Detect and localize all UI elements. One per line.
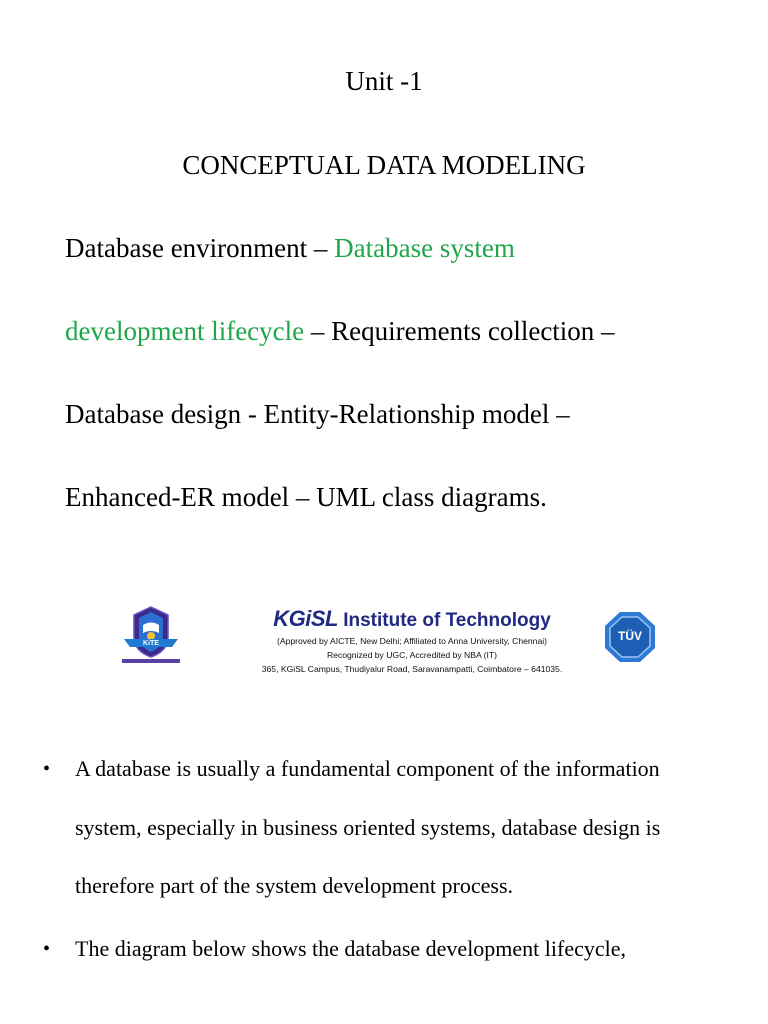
list-item [0,920,715,979]
institute-banner [108,598,664,674]
tuv-logo-text: TÜV [618,629,642,643]
syllabus-line-1 [65,233,515,264]
recognition-text: Recognized by UGC, Accredited by NBA (IT) [326,650,498,660]
bullet-list [0,740,768,982]
unit-title: Unit -1 [345,66,423,96]
kite-logo-icon [110,603,192,667]
bullet-text: A database is usually a fundamental component of the information system, especially in business oriented systems, database design is therefore part of the system development process. [75,756,661,898]
institute-info [256,606,568,676]
syllabus-line-3: Database design - Entity-Relationship model – [65,399,570,429]
approval-text: (Approved by AICTE, New Delhi; Affiliated to Anna University, Chennai) [276,636,548,646]
bullet-icon: • [43,937,51,960]
list-item [0,740,715,916]
syllabus-highlight: development lifecycle [65,316,305,346]
kgisl-wordmark: KGiSL [273,606,338,631]
bullet-icon: • [43,758,51,780]
institute-title: Institute of Technology [337,610,551,631]
institute-name [256,606,568,632]
syllabus-text: – Requirements collection – [304,316,615,346]
address-text: 365, KGiSL Campus, Thudiyalur Road, Saravanampatti, Coimbatore – 641035. [261,664,563,674]
bullet-text: The diagram below shows the database development lifecycle, [75,935,627,961]
kite-logo-text: KiTE [143,640,159,647]
syllabus-line-2 [65,316,615,347]
syllabus-text: Database environment – [65,233,335,263]
syllabus-highlight: Database system [334,233,515,263]
page-heading: CONCEPTUAL DATA MODELING [182,150,586,180]
tuv-logo-icon [602,610,658,664]
syllabus-line-4: Enhanced-ER model – UML class diagrams. [65,482,547,512]
